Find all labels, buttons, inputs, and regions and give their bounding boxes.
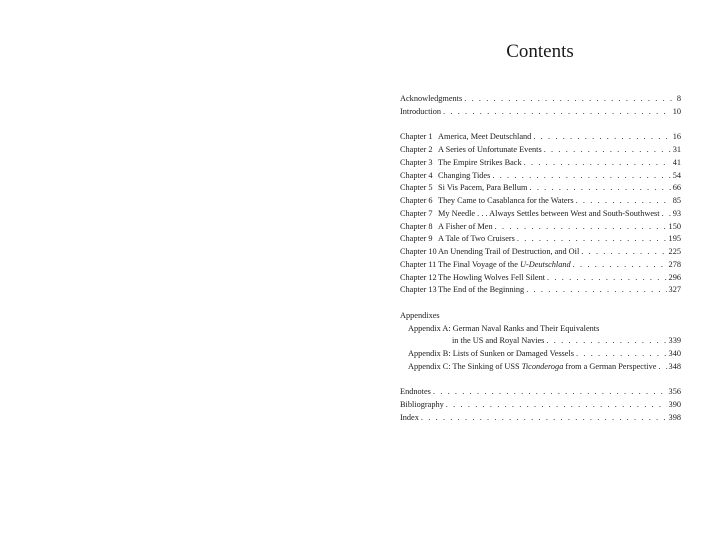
toc-entry-index[interactable] [400, 412, 681, 425]
chapter-page: 16 [672, 132, 681, 142]
toc-entry-chapter-4[interactable] [400, 170, 681, 183]
toc-entry-title: Bibliography [400, 400, 444, 409]
chapter-page: 85 [672, 196, 681, 205]
toc-entry-endnotes[interactable] [400, 386, 681, 399]
chapter-title: Si Vis Pacem, Para Bellum [438, 183, 528, 193]
toc-entry-acknowledgments[interactable] [400, 93, 681, 106]
appendix-c-page: 348 [668, 361, 681, 371]
dot-leader [529, 182, 670, 195]
toc-entry-title: Index [400, 412, 419, 422]
appendix-c-title [408, 361, 656, 374]
toc-entry-page: 390 [668, 400, 681, 409]
dot-leader [446, 399, 667, 412]
chapter-title-italic: U-Deutschland [519, 259, 571, 269]
chapter-number: Chapter 10 [400, 247, 437, 256]
chapter-page: 225 [668, 247, 681, 256]
chapter-title: The End of the Beginning [438, 285, 525, 295]
toc-entry-chapter-12[interactable] [400, 272, 681, 285]
appendix-c-title-italic: Ticonderoga [521, 361, 564, 371]
chapter-page: 327 [668, 285, 681, 295]
dot-leader [495, 221, 667, 234]
toc-entry-chapter-9[interactable] [400, 233, 681, 246]
section-gap [400, 297, 681, 310]
chapter-number: Chapter 12 [400, 272, 437, 282]
chapter-page: 54 [672, 170, 681, 180]
chapter-title: America, Meet Deutschland [438, 132, 532, 142]
chapter-page: 66 [672, 183, 681, 193]
toc-entry-chapter-3[interactable] [400, 157, 681, 170]
toc-entry-page: 8 [676, 94, 681, 103]
dot-leader [576, 348, 667, 361]
appendix-c-title-text-end: from a German Perspective [563, 361, 657, 371]
appendix-a-title: Appendix A: German Naval Ranks and Their Equivalents [408, 323, 600, 333]
dot-leader [433, 386, 667, 399]
toc-entry-chapter-2[interactable] [400, 144, 681, 157]
dot-leader [464, 93, 675, 106]
chapter-title: A Fisher of Men [438, 221, 493, 231]
appendix-a-page: 339 [668, 336, 681, 346]
toc-entry-chapter-8[interactable] [400, 221, 681, 234]
toc-entry-title: Endnotes [400, 387, 431, 397]
toc-entry-chapter-6[interactable] [400, 195, 681, 208]
dot-leader [658, 361, 666, 374]
chapter-number: Chapter 8 [400, 221, 433, 231]
chapter-title: The Howling Wolves Fell Silent [438, 272, 546, 282]
dot-leader [524, 157, 671, 170]
toc-entry-chapter-1[interactable] [400, 131, 681, 144]
chapter-title: A Tale of Two Cruisers [438, 234, 515, 244]
dot-leader [443, 106, 671, 119]
chapter-page: 93 [672, 208, 681, 218]
dot-leader [662, 208, 671, 221]
dot-leader [421, 412, 667, 425]
dot-leader [546, 335, 666, 348]
chapter-page: 41 [672, 157, 681, 167]
chapter-number: Chapter 7 [400, 208, 433, 218]
toc-entry-title: Introduction [400, 106, 442, 116]
chapter-number: Chapter 2 [400, 145, 433, 154]
toc-entry-chapter-13[interactable] [400, 284, 681, 297]
dot-leader [533, 131, 670, 144]
dot-leader [573, 259, 667, 272]
dot-leader [544, 144, 671, 157]
toc-entry-chapter-7[interactable] [400, 208, 681, 221]
section-gap [400, 374, 681, 387]
dot-leader [492, 170, 670, 183]
chapter-number: Chapter 11 [400, 259, 437, 269]
toc-entry-title: Acknowledgments [400, 94, 463, 103]
toc-entry-chapter-10[interactable] [400, 246, 681, 259]
chapter-number: Chapter 4 [400, 170, 433, 180]
chapter-page: 278 [668, 259, 681, 269]
appendix-a-title-continued: in the US and Royal Navies [452, 336, 545, 346]
toc-entry-chapter-5[interactable] [400, 182, 681, 195]
chapter-number: Chapter 9 [400, 234, 433, 244]
appendix-b-title: Appendix B: Lists of Sunken or Damaged Vessels [408, 349, 574, 358]
table-of-contents [400, 93, 681, 425]
toc-entry-appendix-c[interactable] [400, 361, 681, 374]
appendixes-heading: Appendixes [400, 310, 440, 320]
chapter-page: 31 [672, 145, 681, 154]
chapter-title: A Series of Unfortunate Events [438, 145, 542, 154]
toc-entry-page: 398 [668, 412, 681, 422]
toc-entry-chapter-11[interactable] [400, 259, 681, 272]
chapter-title-text: The Final Voyage of the [438, 259, 520, 269]
dot-leader [581, 246, 666, 259]
chapter-title: The Empire Strikes Back [438, 157, 522, 167]
section-gap [400, 119, 681, 132]
chapter-page: 296 [668, 272, 681, 282]
dot-leader [517, 233, 667, 246]
chapter-title: They Came to Casablanca for the Waters [438, 196, 574, 205]
chapter-number: Chapter 5 [400, 183, 433, 193]
appendix-b-page: 340 [668, 349, 681, 358]
appendix-c-title-text: Appendix C: The Sinking of USS [408, 361, 522, 371]
chapter-number: Chapter 6 [400, 196, 433, 205]
toc-entry-page: 10 [672, 106, 681, 116]
page-title: Contents [506, 41, 574, 62]
dot-leader [576, 195, 671, 208]
chapter-number: Chapter 3 [400, 157, 433, 167]
toc-entry-introduction[interactable] [400, 106, 681, 119]
chapter-number: Chapter 13 [400, 285, 437, 295]
chapter-number: Chapter 1 [400, 132, 433, 142]
toc-entry-bibliography[interactable] [400, 399, 681, 412]
toc-entry-appendix-b[interactable] [400, 348, 681, 361]
dot-leader [547, 272, 667, 285]
chapter-title: Changing Tides [438, 170, 491, 180]
chapter-title: My Needle . . . Always Settles between West and South-Southwest [438, 208, 660, 218]
chapter-title: An Unending Trail of Destruction, and Oil [438, 247, 580, 256]
toc-entry-appendix-a[interactable] [400, 323, 681, 336]
toc-entry-appendix-a-continued[interactable] [400, 335, 681, 348]
chapter-page: 150 [668, 221, 681, 231]
toc-entry-page: 356 [668, 387, 681, 397]
chapter-title [438, 259, 571, 272]
chapter-page: 195 [668, 234, 681, 244]
dot-leader [526, 284, 666, 297]
